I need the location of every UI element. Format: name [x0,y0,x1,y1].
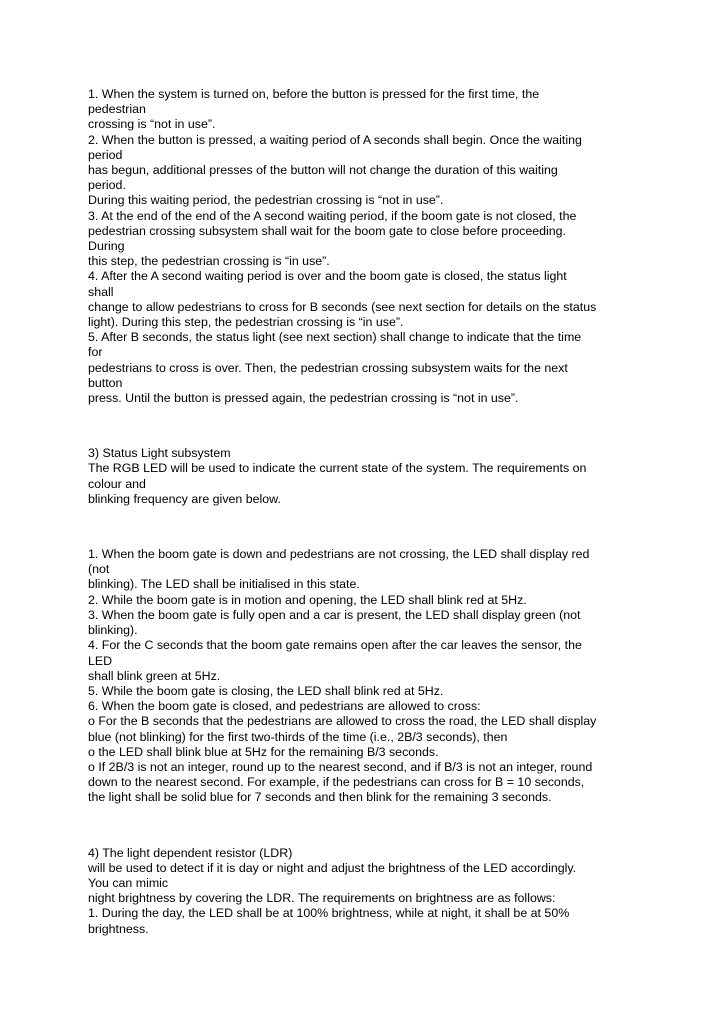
text-line: button [88,375,123,390]
section-heading: 4) The light dependent resistor (LDR) [88,845,293,860]
text-line: blinking). [88,623,138,638]
text-line: o If 2B/3 is not an integer, round up to the nearest second, and if B/3 is not an integer, round [88,759,593,774]
text-line: You can mimic [88,875,169,890]
document-page [88,87,648,937]
text-line: will be used to detect if it is day or night and adjust the brightness of the LED accordingly. [88,860,577,875]
text-line: 1. When the system is turned on, before the button is pressed for the first time, the [88,87,540,101]
text-line: the light shall be solid blue for 7 seconds and then blink for the remaining 3 seconds. [88,790,552,805]
ldr-section [88,846,648,937]
text-line: press. Until the button is pressed again, the pedestrian crossing is “not in use”. [88,391,519,406]
paragraph-gap [88,507,648,547]
text-line: The RGB LED will be used to indicate the current state of the system. The requirements on [88,461,587,476]
text-line: (not [88,562,110,577]
text-line: down to the nearest second. For example, if the pedestrians can cross for B = 10 seconds, [88,775,585,790]
text-line: 2. When the button is pressed, a waiting period of A seconds shall begin. Once the waiting [88,132,582,147]
text-line: 4. After the A second waiting period is over and the boom gate is closed, the status light [88,269,567,284]
text-line: 4. For the C seconds that the boom gate remains open after the car leaves the sensor, the [88,638,582,653]
text-line: period. [88,178,126,193]
text-line: this step, the pedestrian crossing is “in use”. [88,254,330,269]
pedestrian-crossing-steps [88,87,648,406]
status-light-requirements [88,547,648,805]
text-line: 1. During the day, the LED shall be at 100% brightness, while at night, it shall be at 50% [88,906,570,921]
text-line: blinking frequency are given below. [88,491,281,506]
text-line: 5. After B seconds, the status light (see next section) shall change to indicate that the time [88,330,582,345]
text-line: has begun, additional presses of the button will not change the duration of this waiting [88,163,558,178]
status-light-section [88,446,648,507]
text-line: blinking). The LED shall be initialised in this state. [88,577,360,592]
section-heading: 3) Status Light subsystem [88,446,231,461]
text-line: for [88,345,103,360]
text-line: o the LED shall blink blue at 5Hz for the remaining B/3 seconds. [88,744,439,759]
text-line: 5. While the boom gate is closing, the LED shall blink red at 5Hz. [88,683,444,698]
text-line: night brightness by covering the LDR. The requirements on brightness are as follows: [88,891,556,906]
text-line: period [88,147,123,162]
text-line: colour and [88,476,146,491]
paragraph-gap [88,406,648,446]
text-line: 1. When the boom gate is down and pedestrians are not crossing, the LED shall display red [88,547,590,562]
text-line: pedestrian crossing subsystem shall wait for the boom gate to close before proceeding. [88,223,566,238]
text-line: crossing is “not in use”. [88,117,216,132]
text-line: 3. When the boom gate is fully open and a car is present, the LED shall display green (not [88,607,581,622]
text-line: During [88,239,125,254]
text-line: o For the B seconds that the pedestrians are allowed to cross the road, the LED shall display [88,714,597,729]
paragraph-gap [88,806,648,846]
text-line: light). During this step, the pedestrian crossing is “in use”. [88,315,404,330]
text-line: pedestrian [88,102,146,117]
text-line: change to allow pedestrians to cross for B seconds (see next section for details on the status [88,299,597,314]
text-line: shall [88,284,114,299]
text-line: pedestrians to cross is over. Then, the pedestrian crossing subsystem waits for the next [88,360,568,375]
text-line: 6. When the boom gate is closed, and pedestrians are allowed to cross: [88,699,481,714]
text-line: blue (not blinking) for the first two-thirds of the time (i.e., 2B/3 seconds), then [88,729,508,744]
text-line: shall blink green at 5Hz. [88,668,221,683]
text-line: 2. While the boom gate is in motion and opening, the LED shall blink red at 5Hz. [88,592,527,607]
text-line: brightness. [88,921,149,936]
text-line: LED [88,653,113,668]
text-line: During this waiting period, the pedestrian crossing is “not in use”. [88,193,444,208]
text-line: 3. At the end of the end of the A second waiting period, if the boom gate is not closed, the [88,208,577,223]
